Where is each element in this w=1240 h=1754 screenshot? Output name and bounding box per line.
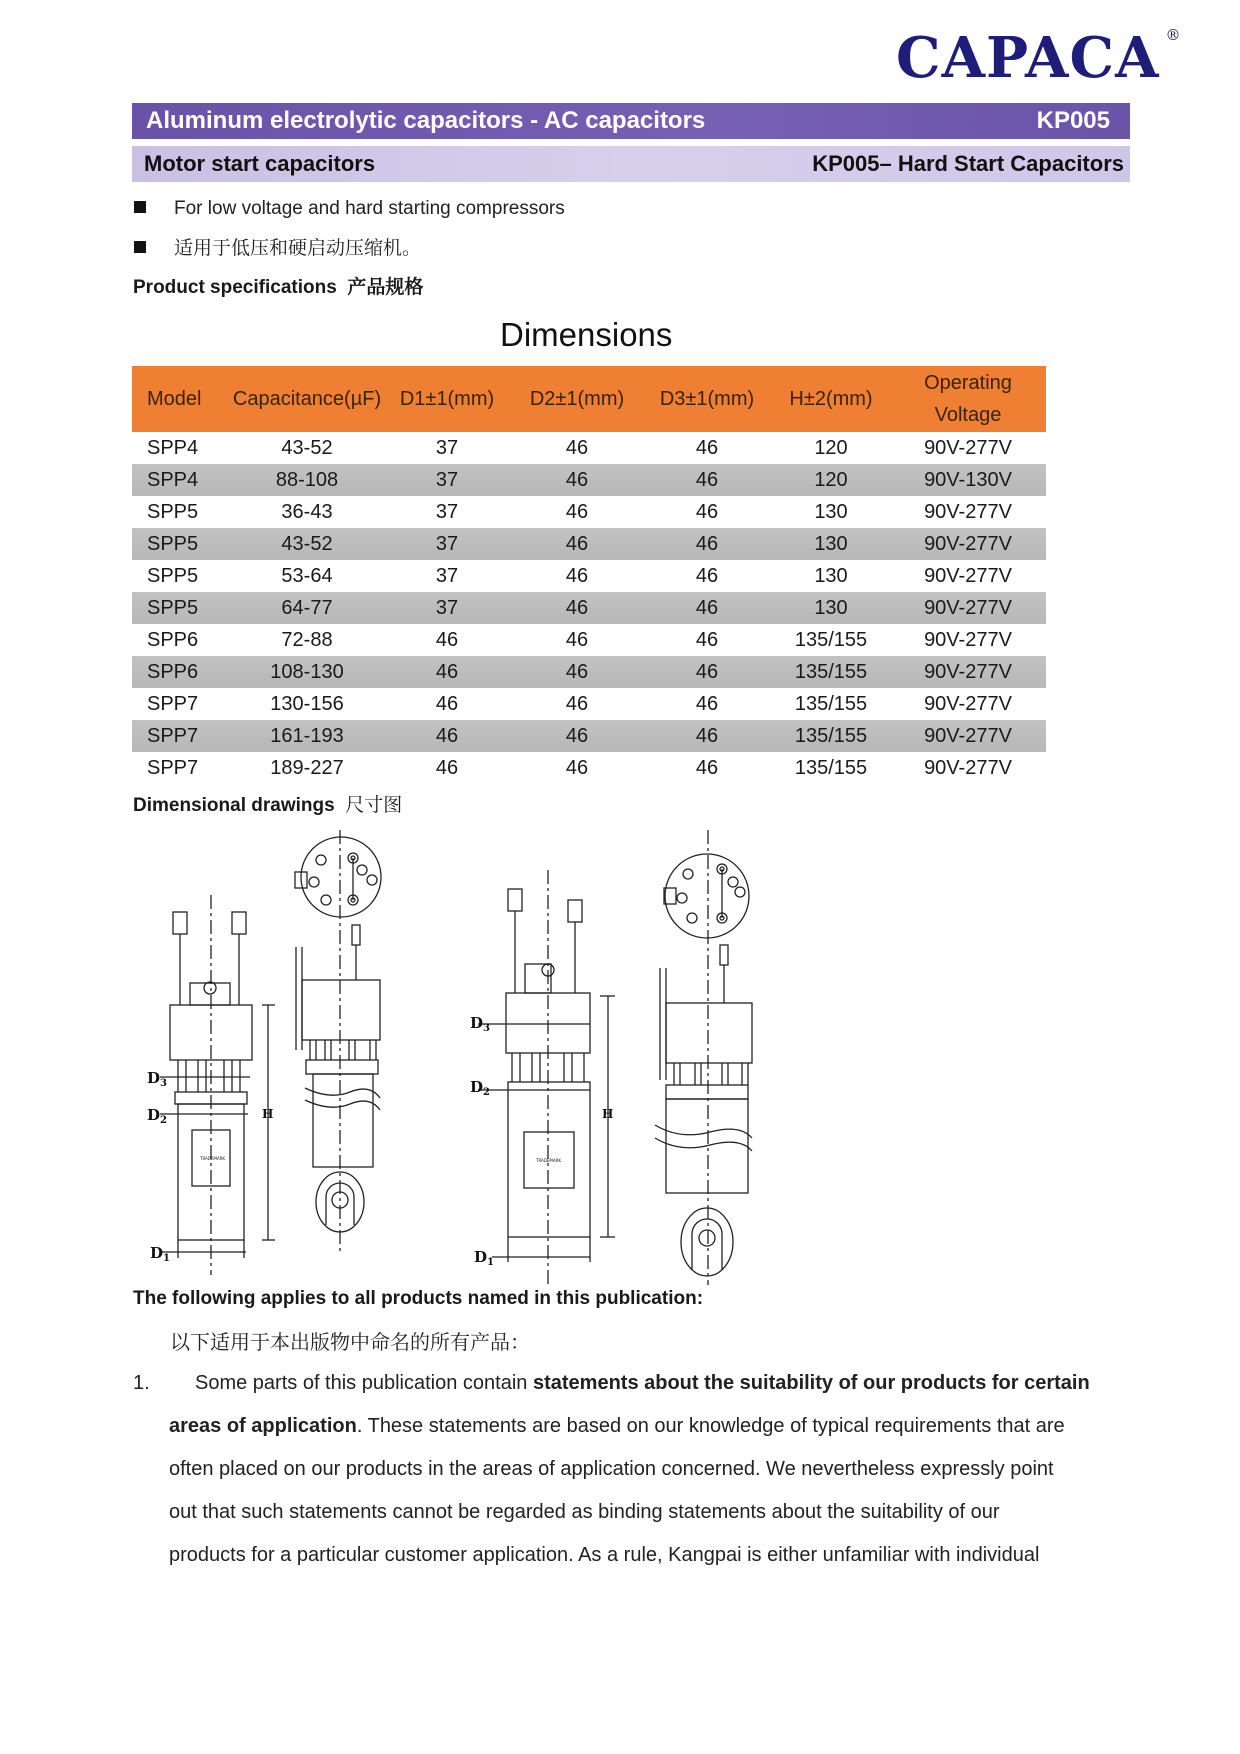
cell-voltage: 90V-130V <box>890 464 1046 496</box>
notice-heading: The following applies to all products named in this publication: <box>133 1288 704 1309</box>
table-row <box>132 496 1046 528</box>
cell-d2: 46 <box>512 464 642 496</box>
cell-d3: 46 <box>695 437 719 459</box>
cell-h: 135/155 <box>794 757 868 779</box>
cell-d1: 37 <box>382 464 512 496</box>
label-d2: $D_2$ <box>147 1106 167 1126</box>
text-plain: Some parts of this publication contain <box>195 1372 533 1394</box>
cell-d3: 46 <box>642 464 772 496</box>
col-header-d2: D2±1(mm) <box>512 366 642 432</box>
cell-d1: 46 <box>382 720 512 752</box>
cell-d2: 46 <box>512 656 642 688</box>
cell-model: SPP7 <box>147 757 199 779</box>
cell-capacitance: 189-227 <box>270 757 344 779</box>
cell-h: 120 <box>814 437 848 459</box>
table-row <box>132 464 1046 496</box>
drawing-2-front-view <box>478 870 615 1285</box>
cell-capacitance: 36-43 <box>281 501 333 523</box>
paragraph-line <box>195 1372 1090 1395</box>
cell-d1: 46 <box>382 656 512 688</box>
table-row <box>132 720 1046 752</box>
cell-model: SPP5 <box>147 501 199 523</box>
table-row <box>132 688 1046 720</box>
spec-heading-zh: 产品规格 <box>347 276 424 298</box>
label-h: H <box>262 1107 274 1121</box>
cell-d3: 46 <box>695 693 719 715</box>
paragraph-line <box>169 1415 1065 1438</box>
cell-h: 135/155 <box>772 656 890 688</box>
cell-capacitance: 64-77 <box>232 592 382 624</box>
cell-d2: 46 <box>565 693 589 715</box>
cell-d2: 46 <box>565 437 589 459</box>
feature-item <box>134 233 421 260</box>
cell-model: SPP6 <box>132 656 232 688</box>
feature-item <box>134 198 565 220</box>
cell-d3: 46 <box>642 656 772 688</box>
cell-model: SPP5 <box>132 528 232 560</box>
cell-model: SPP5 <box>132 592 232 624</box>
cell-d1: 37 <box>435 437 459 459</box>
cell-voltage: 90V-277V <box>924 565 1012 587</box>
cell-capacitance: 108-130 <box>232 656 382 688</box>
cell-h: 130 <box>814 501 848 523</box>
cell-d3: 46 <box>642 528 772 560</box>
cell-d2: 46 <box>512 720 642 752</box>
cell-d2: 46 <box>565 757 589 779</box>
cell-model: SPP4 <box>147 437 199 459</box>
cell-h: 135/155 <box>794 629 868 651</box>
label-d2: $D_2$ <box>470 1078 490 1098</box>
table-row <box>132 432 1046 464</box>
cell-model: SPP4 <box>132 464 232 496</box>
bullet-square-icon <box>134 201 146 213</box>
cell-voltage: 90V-277V <box>924 501 1012 523</box>
cell-capacitance: 88-108 <box>232 464 382 496</box>
col-header-h: H±2(mm) <box>772 366 890 432</box>
bullet-square-icon <box>134 241 146 253</box>
dimensions-title: Dimensions <box>500 316 673 353</box>
brand-logo <box>896 25 1182 91</box>
cell-h: 130 <box>772 528 890 560</box>
cell-capacitance: 72-88 <box>281 629 333 651</box>
label-d1: $D_1$ <box>474 1248 494 1268</box>
cell-d3: 46 <box>642 720 772 752</box>
col-header-capacitance: Capacitance(µF) <box>232 366 382 432</box>
feature-text: 适用于低压和硬启动压缩机。 <box>174 237 422 259</box>
cell-d3: 46 <box>695 757 719 779</box>
paragraph-line: often placed on our products in the areas of application concerned. We nevertheless expressly point <box>169 1458 1054 1480</box>
cell-d1: 37 <box>382 592 512 624</box>
category-title: Aluminum electrolytic capacitors - AC capacitors <box>146 107 706 134</box>
paragraph-line: out that such statements cannot be regarded as binding statements about the suitability of our <box>169 1501 1000 1523</box>
cell-d3: 46 <box>642 592 772 624</box>
cell-voltage: 90V-277V <box>924 757 1012 779</box>
item-number: 1. <box>133 1372 150 1394</box>
svg-text:TRADEMARK: TRADEMARK <box>200 1156 225 1161</box>
category-code: KP005 <box>1036 107 1110 134</box>
drawing-1-side-view <box>295 830 381 1255</box>
cell-h: 130 <box>772 592 890 624</box>
col-header-d3: D3±1(mm) <box>642 366 772 432</box>
drawing-2-side-view <box>655 830 752 1285</box>
cell-voltage: 90V-277V <box>890 592 1046 624</box>
cell-d3: 46 <box>695 565 719 587</box>
dimensional-drawing <box>130 825 790 1285</box>
brand-name: CAPACA <box>896 25 1160 91</box>
cell-h: 130 <box>814 565 848 587</box>
drawings-heading-en: Dimensional drawings <box>133 795 335 816</box>
drawing-1-front-view <box>160 895 275 1275</box>
cell-d1: 46 <box>435 629 459 651</box>
cell-voltage: 90V-277V <box>890 656 1046 688</box>
cell-d2: 46 <box>512 528 642 560</box>
product-title: KP005– Hard Start Capacitors <box>812 151 1124 176</box>
cell-d3: 46 <box>695 501 719 523</box>
col-header-d1: D1±1(mm) <box>382 366 512 432</box>
cell-voltage: 90V-277V <box>890 720 1046 752</box>
cell-d2: 46 <box>512 592 642 624</box>
svg-text:TRADEMARK: TRADEMARK <box>536 1158 561 1163</box>
cell-voltage: 90V-277V <box>924 629 1012 651</box>
cell-d1: 46 <box>435 757 459 779</box>
drawings-heading-zh: 尺寸图 <box>345 794 403 816</box>
label-d3: $D_3$ <box>470 1014 490 1034</box>
notice-heading-zh: 以下适用于本出版物中命名的所有产品： <box>170 1330 530 1354</box>
cell-voltage: 90V-277V <box>890 528 1046 560</box>
cell-d1: 37 <box>435 565 459 587</box>
cell-d1: 37 <box>435 501 459 523</box>
table-header-row <box>132 366 1046 432</box>
cell-d2: 46 <box>565 565 589 587</box>
table-row <box>132 624 1046 656</box>
cell-model: SPP7 <box>132 720 232 752</box>
cell-model: SPP6 <box>147 629 199 651</box>
cell-capacitance: 130-156 <box>270 693 344 715</box>
paragraph-line: products for a particular customer application. As a rule, Kangpai is either unfamiliar with individual <box>169 1544 1040 1566</box>
cell-d3: 46 <box>695 629 719 651</box>
cell-capacitance: 43-52 <box>232 528 382 560</box>
cell-d1: 37 <box>382 528 512 560</box>
cell-d2: 46 <box>565 629 589 651</box>
table-row <box>132 656 1046 688</box>
cell-h: 135/155 <box>772 720 890 752</box>
cell-h: 135/155 <box>794 693 868 715</box>
text-bold: areas of application <box>169 1415 357 1437</box>
cell-h: 120 <box>772 464 890 496</box>
category-bar <box>132 103 1130 139</box>
cell-model: SPP5 <box>147 565 199 587</box>
table-row <box>132 560 1046 592</box>
cell-d2: 46 <box>565 501 589 523</box>
subcategory-bar <box>132 146 1130 182</box>
cell-capacitance: 53-64 <box>281 565 333 587</box>
label-h: H <box>602 1107 614 1121</box>
spec-heading <box>133 272 423 299</box>
col-header-voltage-line1: Operating <box>924 372 1012 394</box>
text-bold: statements about the suitability of our products for certain <box>532 1372 1090 1394</box>
dimensions-table <box>132 366 1046 784</box>
text-plain: . These statements are based on our knowledge of typical requirements that are <box>356 1415 1065 1437</box>
cell-capacitance: 161-193 <box>232 720 382 752</box>
col-header-voltage <box>890 366 1046 432</box>
drawings-heading <box>133 790 402 817</box>
subcategory-title: Motor start capacitors <box>144 151 376 176</box>
cell-model: SPP7 <box>147 693 199 715</box>
table-row <box>132 592 1046 624</box>
cell-voltage: 90V-277V <box>924 437 1012 459</box>
cell-d1: 46 <box>435 693 459 715</box>
table-row <box>132 752 1046 784</box>
col-header-model: Model <box>132 366 232 432</box>
cell-capacitance: 43-52 <box>281 437 333 459</box>
table-row <box>132 528 1046 560</box>
feature-text: For low voltage and hard starting compressors <box>174 198 565 219</box>
registered-mark: ® <box>1165 26 1182 44</box>
label-d1: $D_1$ <box>150 1244 170 1264</box>
col-header-voltage-line2: Voltage <box>934 404 1002 426</box>
cell-voltage: 90V-277V <box>924 693 1012 715</box>
spec-heading-en: Product specifications <box>133 277 337 298</box>
label-d3: $D_3$ <box>147 1069 167 1089</box>
